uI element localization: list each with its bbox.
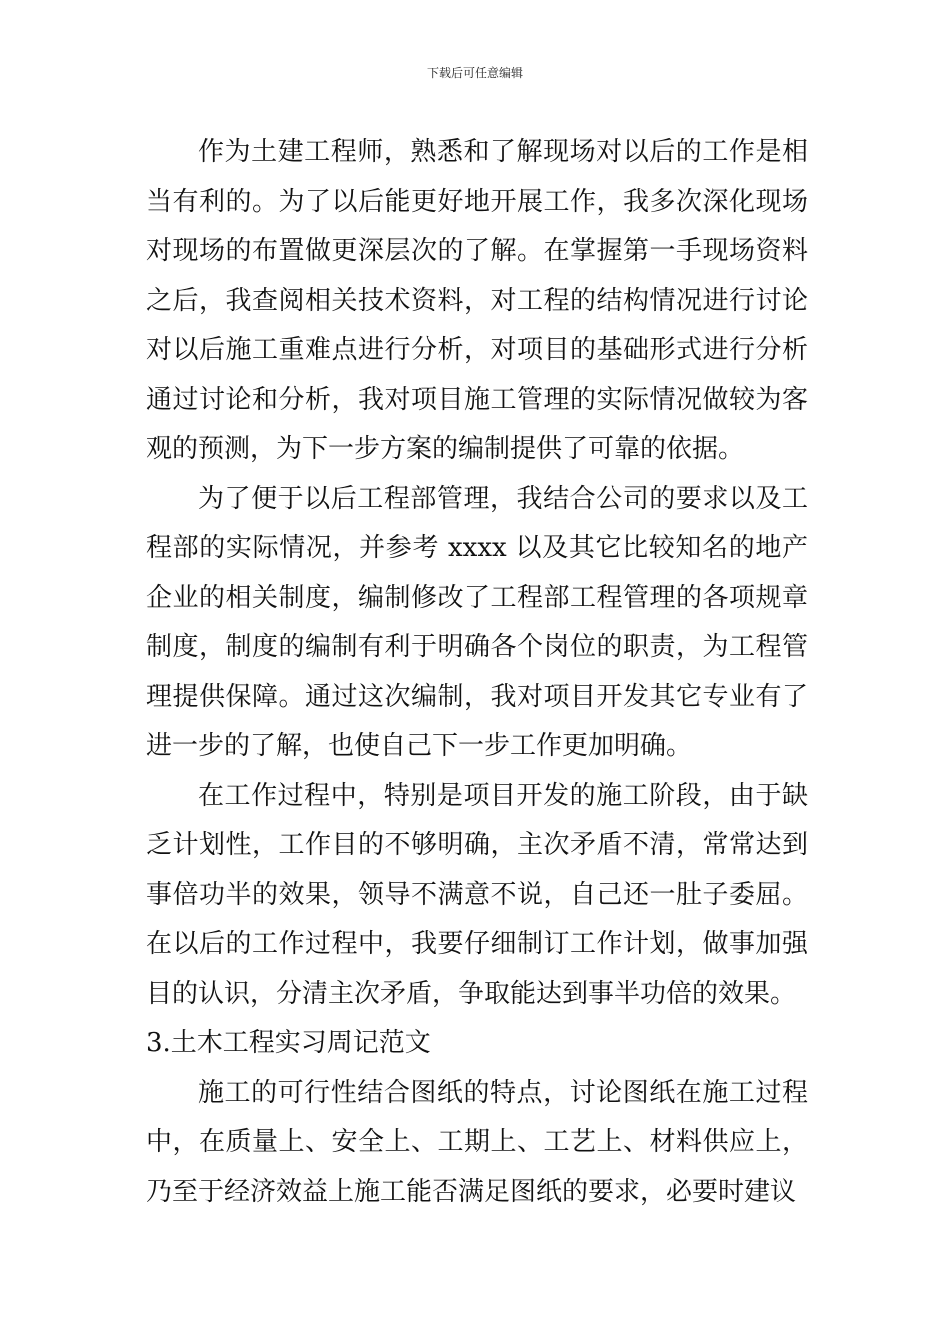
paragraph-3: 在工作过程中，特别是项目开发的施工阶段，由于缺乏计划性，工作目的不够明确，主次矛盾不清，常常达到事倍功半的效果，领导不满意不说，自己还一肚子委屈。在以后的工作过程中，我要仔细制订工作计划，做事加强目的认识，分清主次矛盾，争取能达到事半功倍的效果。 bbox=[146, 780, 808, 1009]
paragraph-2: 为了便于以后工程部管理，我结合公司的要求以及工程部的实际情况，并参考 xxxx 以及其它比较知名的地产企业的相关制度，编制修改了工程部工程管理的各项规章制度，制度的编制有利于明确各个岗位的职责，为工程管理提供保障。通过这次编制，我对项目开发其它专业有了进一步的了解，也使自己下一步工作更加明确。 bbox=[146, 483, 808, 761]
section-heading: 3.土木工程实习周记范文 bbox=[146, 1028, 431, 1058]
paragraph-1: 作为土建工程师，熟悉和了解现场对以后的工作是相当有利的。为了以后能更好地开展工作，我多次深化现场对现场的布置做更深层次的了解。在掌握第一手现场资料之后，我查阅相关技术资料，对工程的结构情况进行讨论对以后施工重难点进行分析，对项目的基础形式进行分析通过讨论和分析，我对项目施工管理的实际情况做较为客观的预测，为下一步方案的编制提供了可靠的依据。 bbox=[146, 137, 808, 464]
document-body bbox=[146, 128, 808, 1217]
page-header: 下载后可任意编辑 bbox=[426, 66, 523, 80]
section-paragraph: 施工的可行性结合图纸的特点，讨论图纸在施工过程中，在质量上、安全上、工期上、工艺上、材料供应上，乃至于经济效益上施工能否满足图纸的要求，必要时建议 bbox=[146, 1077, 808, 1207]
